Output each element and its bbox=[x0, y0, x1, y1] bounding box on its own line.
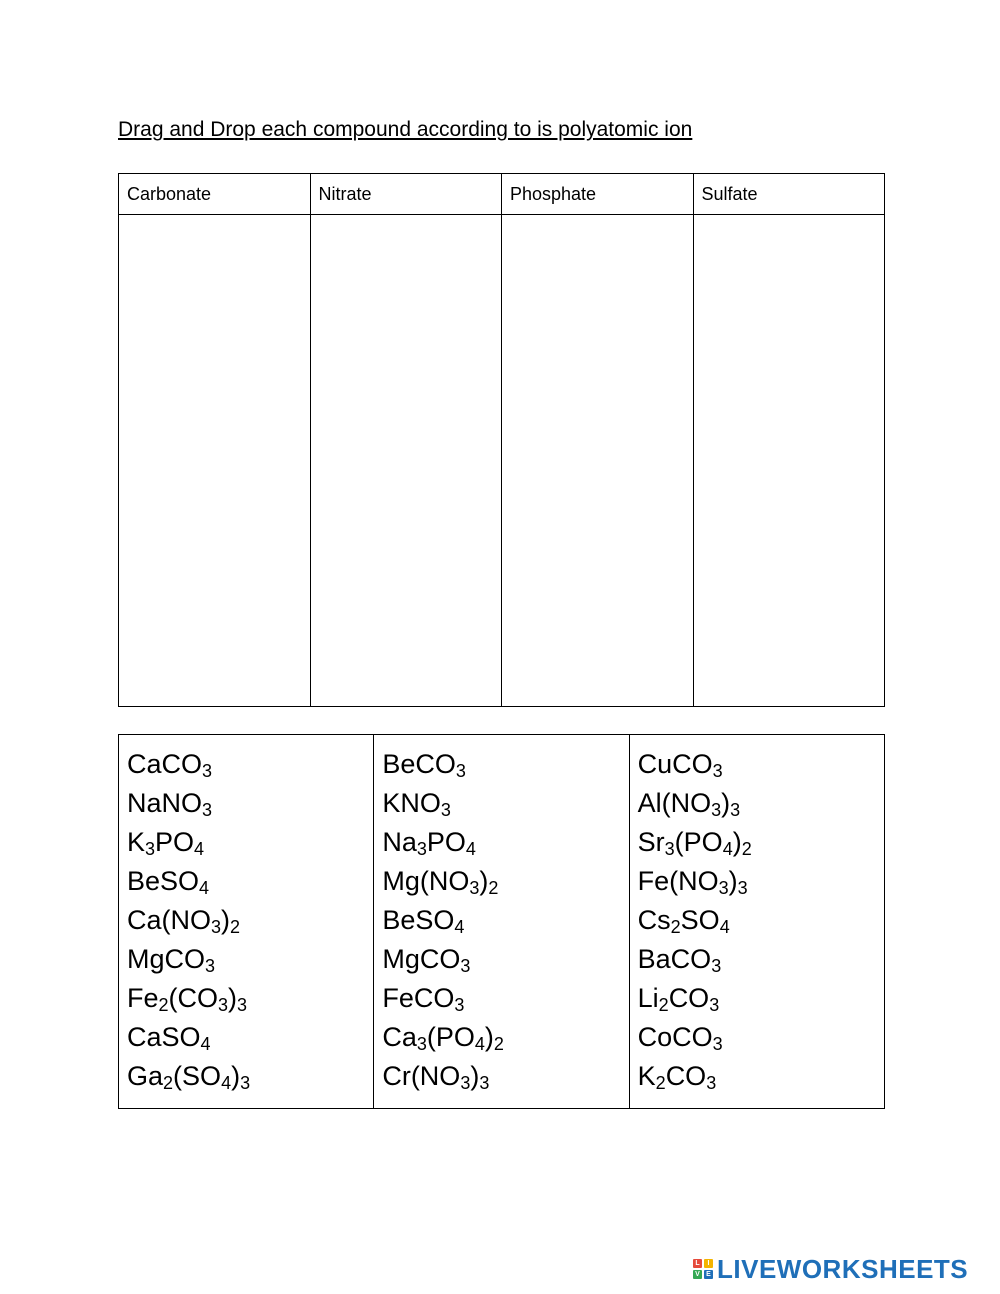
formula-subscript: 3 bbox=[240, 1073, 251, 1093]
formula-subscript: 3 bbox=[712, 761, 723, 781]
formula-text: Cs bbox=[637, 905, 671, 935]
formula-subscript: 4 bbox=[200, 1034, 211, 1054]
logo-square: I bbox=[704, 1259, 713, 1268]
formula-subscript: 3 bbox=[712, 1034, 723, 1054]
formula-subscript: 4 bbox=[199, 878, 210, 898]
formula-text: Cr(NO bbox=[382, 1061, 461, 1091]
formula-subscript: 4 bbox=[465, 839, 476, 859]
drop-zone-carbonate[interactable] bbox=[119, 215, 311, 707]
formula-subscript: 3 bbox=[469, 878, 480, 898]
formula-subscript: 2 bbox=[670, 917, 681, 937]
compound-item[interactable] bbox=[638, 823, 876, 862]
header-phosphate: Phosphate bbox=[502, 174, 694, 215]
liveworksheets-logo bbox=[693, 1254, 968, 1284]
formula-subscript: 3 bbox=[706, 1073, 717, 1093]
compound-item[interactable] bbox=[127, 1057, 365, 1096]
formula-subscript: 3 bbox=[205, 956, 216, 976]
formula-text: ) bbox=[484, 1022, 494, 1052]
formula-subscript: 3 bbox=[237, 995, 248, 1015]
header-nitrate: Nitrate bbox=[310, 174, 502, 215]
formula-text: BeSO bbox=[382, 905, 455, 935]
compound-bank bbox=[118, 734, 885, 1109]
compound-column bbox=[374, 735, 629, 1109]
compound-item[interactable] bbox=[638, 784, 876, 823]
formula-subscript: 2 bbox=[741, 839, 752, 859]
formula-subscript: 3 bbox=[711, 800, 722, 820]
compound-item[interactable] bbox=[382, 901, 620, 940]
compound-item[interactable] bbox=[638, 862, 876, 901]
formula-subscript: 3 bbox=[145, 839, 156, 859]
compound-item[interactable] bbox=[638, 940, 876, 979]
compound-item[interactable] bbox=[127, 745, 365, 784]
formula-text: CaCO bbox=[127, 749, 203, 779]
logo-square: V bbox=[693, 1270, 702, 1279]
formula-subscript: 3 bbox=[711, 956, 722, 976]
formula-subscript: 2 bbox=[488, 878, 499, 898]
header-carbonate: Carbonate bbox=[119, 174, 311, 215]
formula-subscript: 4 bbox=[719, 917, 730, 937]
formula-subscript: 3 bbox=[416, 1034, 427, 1054]
compound-item[interactable] bbox=[127, 940, 365, 979]
compound-column bbox=[629, 735, 884, 1109]
formula-text: Fe bbox=[127, 983, 159, 1013]
compound-item[interactable] bbox=[127, 823, 365, 862]
formula-text: CuCO bbox=[637, 749, 713, 779]
formula-text: Sr bbox=[637, 827, 665, 857]
drop-zone-sulfate[interactable] bbox=[693, 215, 885, 707]
logo-square: E bbox=[704, 1270, 713, 1279]
formula-text: ) bbox=[728, 866, 738, 896]
formula-subscript: 3 bbox=[218, 995, 229, 1015]
compound-item[interactable] bbox=[382, 823, 620, 862]
compound-item[interactable] bbox=[127, 784, 365, 823]
compound-item[interactable] bbox=[638, 1057, 876, 1096]
formula-subscript: 3 bbox=[202, 761, 213, 781]
formula-text: NaNO bbox=[127, 788, 203, 818]
compound-item[interactable] bbox=[382, 940, 620, 979]
formula-subscript: 2 bbox=[163, 1073, 174, 1093]
formula-text: CO bbox=[665, 1061, 707, 1091]
formula-text: ) bbox=[231, 1061, 241, 1091]
formula-text: Na bbox=[382, 827, 417, 857]
sorting-table bbox=[118, 173, 885, 707]
formula-subscript: 2 bbox=[230, 917, 241, 937]
formula-text: MgCO bbox=[127, 944, 206, 974]
formula-subscript: 3 bbox=[737, 878, 748, 898]
formula-text: ) bbox=[221, 905, 231, 935]
formula-subscript: 4 bbox=[454, 917, 465, 937]
formula-subscript: 3 bbox=[455, 761, 466, 781]
formula-subscript: 3 bbox=[454, 995, 465, 1015]
compound-item[interactable] bbox=[127, 979, 365, 1018]
formula-text: (PO bbox=[426, 1022, 475, 1052]
formula-text: Mg(NO bbox=[382, 866, 470, 896]
formula-text: MgCO bbox=[382, 944, 461, 974]
formula-subscript: 4 bbox=[221, 1073, 232, 1093]
formula-text: KNO bbox=[382, 788, 441, 818]
compound-column bbox=[119, 735, 374, 1109]
compound-item[interactable] bbox=[638, 745, 876, 784]
formula-subscript: 4 bbox=[474, 1034, 485, 1054]
formula-text: K bbox=[127, 827, 146, 857]
formula-text: CO bbox=[668, 983, 710, 1013]
compound-item[interactable] bbox=[382, 1018, 620, 1057]
formula-text: K bbox=[637, 1061, 656, 1091]
formula-text: (PO bbox=[674, 827, 723, 857]
compound-item[interactable] bbox=[127, 901, 365, 940]
compound-item[interactable] bbox=[382, 862, 620, 901]
formula-subscript: 3 bbox=[211, 917, 222, 937]
formula-subscript: 3 bbox=[709, 995, 720, 1015]
formula-subscript: 2 bbox=[655, 1073, 666, 1093]
formula-text: Fe(NO bbox=[637, 866, 719, 896]
formula-text: PO bbox=[426, 827, 466, 857]
logo-square: L bbox=[693, 1259, 702, 1268]
brand-name: LIVEWORKSHEETS bbox=[717, 1253, 969, 1284]
formula-subscript: 3 bbox=[460, 1073, 471, 1093]
formula-text: Al(NO bbox=[637, 788, 712, 818]
formula-text: Ga bbox=[127, 1061, 164, 1091]
page-title: Drag and Drop each compound according to is polyatomic ion bbox=[118, 118, 693, 141]
formula-subscript: 4 bbox=[194, 839, 205, 859]
formula-subscript: 2 bbox=[158, 995, 169, 1015]
formula-subscript: 3 bbox=[718, 878, 729, 898]
compound-item[interactable] bbox=[638, 979, 876, 1018]
compound-item[interactable] bbox=[127, 1018, 365, 1057]
formula-subscript: 3 bbox=[664, 839, 675, 859]
compound-item[interactable] bbox=[638, 901, 876, 940]
formula-text: (CO bbox=[168, 983, 219, 1013]
formula-subscript: 2 bbox=[493, 1034, 504, 1054]
formula-text: Li bbox=[637, 983, 659, 1013]
compound-item[interactable] bbox=[382, 1057, 620, 1096]
formula-text: (SO bbox=[173, 1061, 222, 1091]
formula-text: BeSO bbox=[127, 866, 200, 896]
drop-zone-phosphate[interactable] bbox=[502, 215, 694, 707]
formula-text: Ca bbox=[382, 1022, 417, 1052]
compound-item[interactable] bbox=[382, 784, 620, 823]
formula-subscript: 3 bbox=[730, 800, 741, 820]
formula-text: PO bbox=[155, 827, 195, 857]
formula-text: ) bbox=[732, 827, 742, 857]
compound-item[interactable] bbox=[382, 979, 620, 1018]
drop-zone-nitrate[interactable] bbox=[310, 215, 502, 707]
formula-subscript: 3 bbox=[416, 839, 427, 859]
formula-text: FeCO bbox=[382, 983, 455, 1013]
formula-subscript: 3 bbox=[460, 956, 471, 976]
formula-text: ) bbox=[721, 788, 731, 818]
formula-text: BaCO bbox=[637, 944, 712, 974]
formula-subscript: 4 bbox=[722, 839, 733, 859]
formula-text: ) bbox=[479, 866, 489, 896]
compound-item[interactable] bbox=[127, 862, 365, 901]
formula-text: ) bbox=[470, 1061, 480, 1091]
liveworksheets-mark-icon bbox=[693, 1259, 713, 1279]
formula-text: Ca(NO bbox=[127, 905, 212, 935]
formula-subscript: 3 bbox=[202, 800, 213, 820]
formula-text: SO bbox=[680, 905, 720, 935]
formula-text: ) bbox=[228, 983, 238, 1013]
formula-text: BeCO bbox=[382, 749, 456, 779]
compound-item[interactable] bbox=[638, 1018, 876, 1057]
compound-item[interactable] bbox=[382, 745, 620, 784]
formula-subscript: 3 bbox=[479, 1073, 490, 1093]
formula-subscript: 2 bbox=[658, 995, 669, 1015]
formula-subscript: 3 bbox=[440, 800, 451, 820]
header-sulfate: Sulfate bbox=[693, 174, 885, 215]
formula-text: CoCO bbox=[637, 1022, 713, 1052]
formula-text: CaSO bbox=[127, 1022, 201, 1052]
